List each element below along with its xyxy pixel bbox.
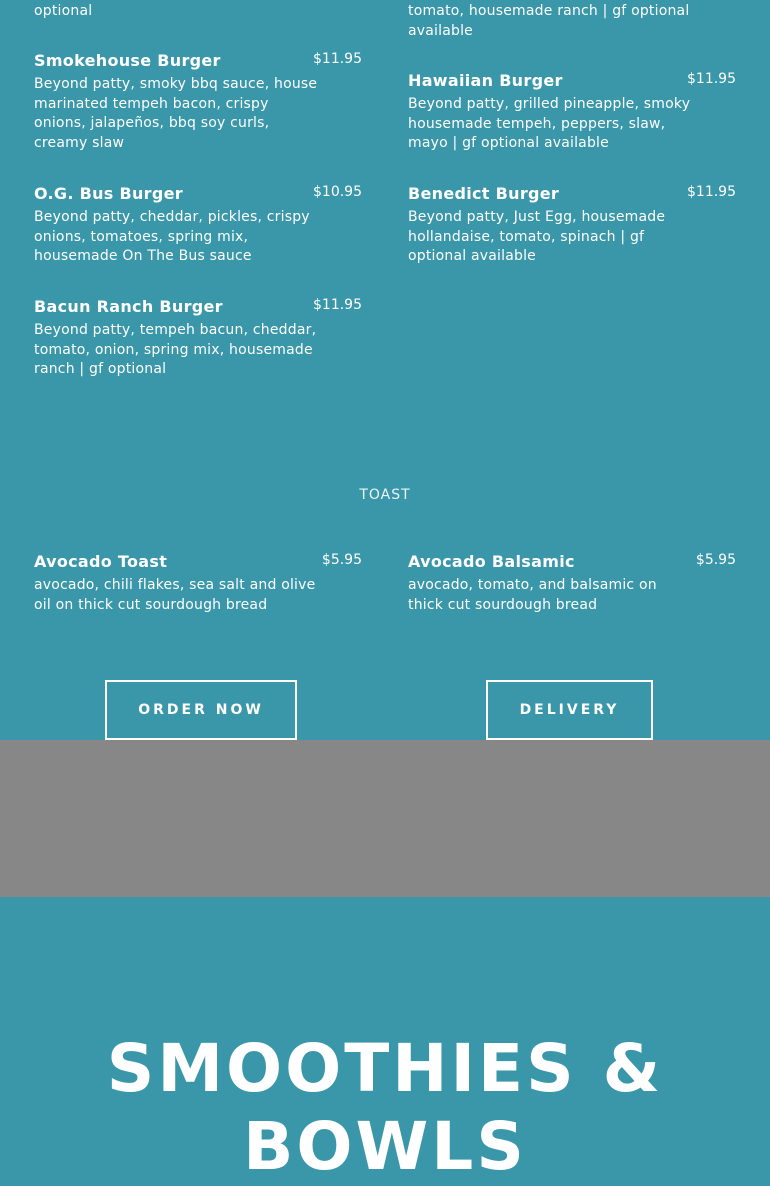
section-heading-line-1: SMOOTHIES &: [106, 1030, 664, 1107]
menu-item: [408, 551, 736, 615]
menu-item-desc-fragment: optional: [34, 3, 93, 19]
menu-item: [34, 183, 362, 267]
menu-item-price: $10.95: [313, 184, 362, 200]
menu-item-name: O.G. Bus Burger: [34, 184, 183, 203]
menu-item-price: $5.95: [695, 552, 736, 568]
menu-item-description: Beyond patty, tempeh bacun, cheddar, tomato, onion, spring mix, housemade ranch | gf optional: [34, 322, 317, 377]
menu-item: [34, 296, 362, 380]
menu-item-name: Avocado Balsamic: [408, 552, 575, 571]
menu-item: [408, 70, 736, 154]
image-placeholder-band: [0, 740, 770, 897]
menu-item-description: Beyond patty, smoky bbq sauce, house marinated tempeh bacon, crispy onions, jalapeños, bbq soy curls, creamy slaw: [34, 76, 318, 151]
menu-item-name: Benedict Burger: [408, 184, 560, 203]
menu-item-price: $11.95: [687, 71, 736, 87]
menu-item: [34, 50, 362, 153]
menu-item-description: Beyond patty, Just Egg, housemade hollandaise, tomato, spinach | gf optional available: [408, 209, 666, 264]
section-heading: [0, 1030, 770, 1186]
menu-item-name: Smokehouse Burger: [34, 51, 221, 70]
menu-item-name: Bacun Ranch Burger: [34, 297, 223, 316]
menu-item-name: Avocado Toast: [34, 552, 168, 571]
section-label-toast: TOAST: [359, 487, 411, 503]
menu-item-description: avocado, tomato, and balsamic on thick cut sourdough bread: [408, 577, 657, 613]
section-heading-line-2: BOWLS: [243, 1108, 527, 1185]
menu-item-price: $5.95: [321, 552, 362, 568]
menu-item: [408, 183, 736, 267]
menu-item-price: $11.95: [313, 297, 362, 313]
menu-item-price: $11.95: [687, 184, 736, 200]
menu-item-description: Beyond patty, grilled pineapple, smoky housemade tempeh, peppers, slaw, mayo | gf optional available: [408, 96, 691, 151]
order-now-button[interactable]: ORDER NOW: [105, 680, 297, 740]
menu-item-description: Beyond patty, cheddar, pickles, crispy onions, tomatoes, spring mix, housemade On The Bus sauce: [34, 209, 310, 264]
menu-item: [34, 551, 362, 615]
menu-item-description: avocado, chili flakes, sea salt and olive oil on thick cut sourdough bread: [34, 577, 316, 613]
menu-item-price: $11.95: [313, 51, 362, 67]
menu-item-desc-fragment: tomato, housemade ranch | gf optional available: [408, 3, 690, 39]
menu-item-name: Hawaiian Burger: [408, 71, 563, 90]
delivery-button[interactable]: DELIVERY: [486, 680, 653, 740]
